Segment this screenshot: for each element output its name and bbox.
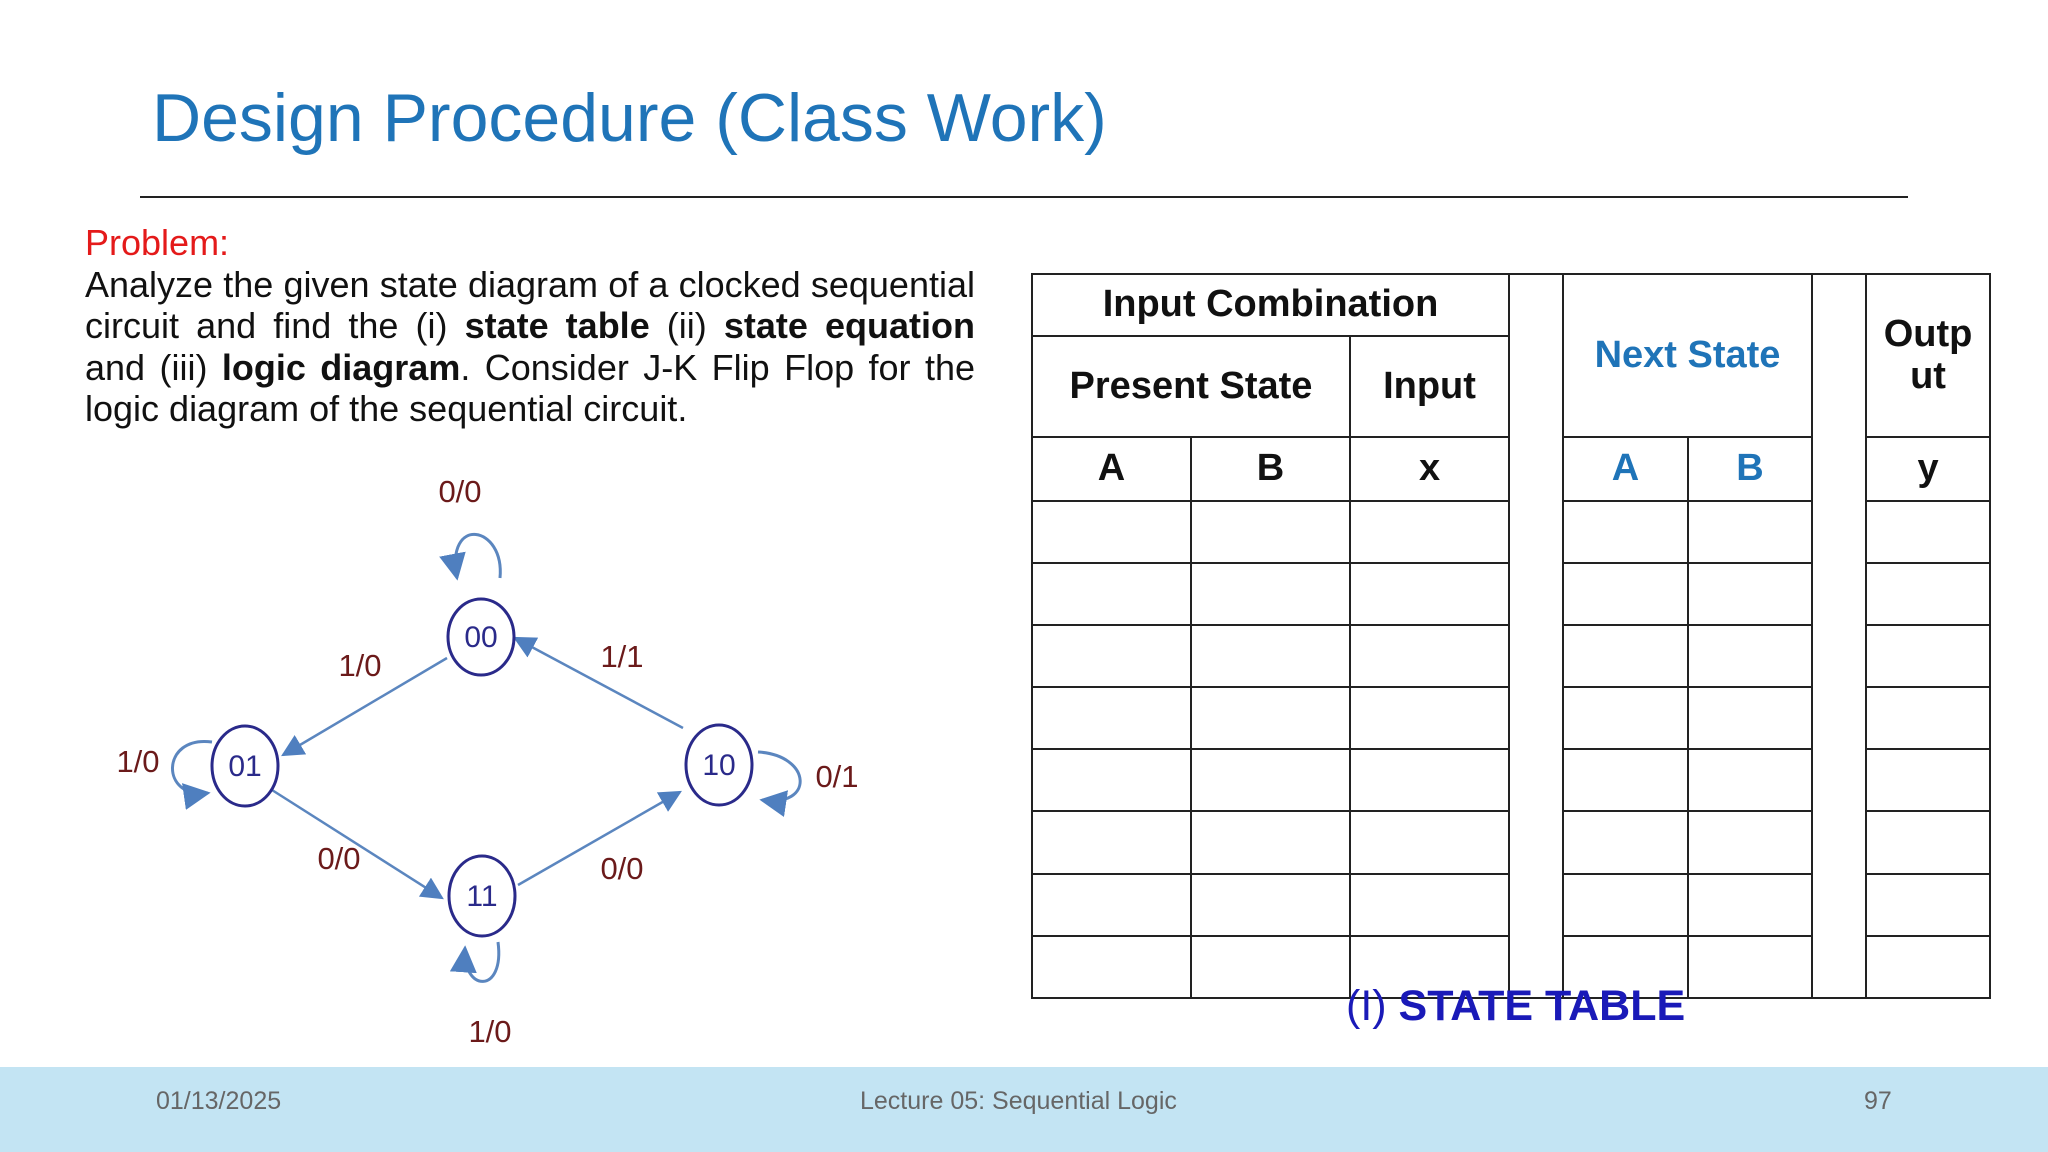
col-header-b: B [1191, 437, 1350, 500]
table-cell [1191, 625, 1350, 687]
table-cell [1563, 749, 1688, 811]
problem-bold-state-table: state table [464, 305, 650, 346]
transition-label-00-01: 1/0 [338, 648, 382, 683]
problem-text-4: . Consider J-K Flip Flop for the logic diagram of the sequential circuit. [85, 346, 975, 429]
table-cell [1350, 811, 1509, 873]
state-label-10: 10 [702, 749, 736, 782]
table-cell [1688, 687, 1812, 749]
table-cell [1866, 625, 1990, 687]
state-label-11: 11 [466, 880, 498, 913]
col-header-next-a: A [1563, 437, 1688, 500]
table-cell [1866, 936, 1990, 998]
table-cell [1350, 563, 1509, 625]
table-cell [1032, 874, 1191, 936]
problem-text-1: Analyze the given state diagram of a clocked sequential circuit and find the (i) [85, 263, 975, 346]
problem-statement [85, 264, 975, 430]
state-diagram [100, 470, 880, 1060]
edge-10-to-00 [515, 638, 683, 728]
table-cell [1191, 874, 1350, 936]
table-cell [1191, 687, 1350, 749]
transition-label-01-01: 1/0 [116, 744, 160, 779]
table-cell [1866, 874, 1990, 936]
table-cell [1032, 936, 1191, 998]
state-table [1031, 273, 1991, 999]
loop-10 [758, 752, 800, 801]
table-cell [1350, 749, 1509, 811]
header-input: Input [1350, 336, 1509, 437]
header-input-combination: Input Combination [1032, 274, 1509, 336]
header-present-state: Present State [1032, 336, 1350, 437]
problem-bold-state-equation: state equation [723, 305, 975, 346]
loop-00 [455, 534, 500, 578]
table-cell [1688, 811, 1812, 873]
transition-label-11-10: 0/0 [600, 851, 644, 886]
table-cell [1191, 936, 1350, 998]
loop-01 [172, 741, 212, 793]
table-cell [1032, 687, 1191, 749]
table-cell [1866, 563, 1990, 625]
transition-label-10-00: 1/1 [600, 639, 644, 674]
table-cell [1866, 749, 1990, 811]
table-cell [1688, 874, 1812, 936]
table-cell [1688, 749, 1812, 811]
caption-prefix: (I) [1346, 982, 1399, 1030]
problem-bold-logic-diagram: logic diagram [221, 346, 461, 388]
table-cell [1866, 687, 1990, 749]
slide-title: Design Procedure (Class Work) [152, 80, 1107, 156]
col-header-a: A [1032, 437, 1191, 500]
table-cell [1032, 749, 1191, 811]
table-cell [1350, 874, 1509, 936]
state-label-00: 00 [464, 621, 498, 654]
table-cell [1191, 749, 1350, 811]
transition-label-10-10: 0/1 [815, 759, 859, 794]
table-gap-right [1812, 274, 1866, 998]
table-cell [1563, 874, 1688, 936]
header-output: Outp ut [1866, 274, 1990, 437]
table-cell [1563, 563, 1688, 625]
table-cell [1191, 501, 1350, 563]
table-gap-left [1509, 274, 1563, 998]
problem-text-3: and (iii) [85, 346, 222, 388]
footer-page-number: 97 [1864, 1087, 1892, 1115]
table-cell [1032, 563, 1191, 625]
table-cell [1350, 625, 1509, 687]
slide-footer [0, 1067, 2048, 1152]
footer-lecture-title: Lecture 05: Sequential Logic [860, 1087, 1177, 1115]
table-cell [1563, 811, 1688, 873]
state-label-01: 01 [228, 750, 262, 783]
footer-date: 01/13/2025 [156, 1087, 282, 1115]
table-cell [1191, 811, 1350, 873]
title-divider [140, 196, 1908, 198]
table-cell [1688, 936, 1812, 998]
table-cell [1032, 811, 1191, 873]
table-cell [1866, 501, 1990, 563]
table-cell [1350, 687, 1509, 749]
table-cell [1688, 563, 1812, 625]
table-cell [1563, 501, 1688, 563]
state-table-caption [1346, 982, 1685, 1031]
problem-block [85, 222, 975, 430]
col-header-y: y [1866, 437, 1990, 500]
col-header-next-b: B [1688, 437, 1812, 500]
problem-text-2: (ii) [649, 305, 724, 346]
problem-label: Problem: [85, 222, 230, 263]
transition-label-00-00: 0/0 [438, 474, 482, 509]
table-cell [1866, 811, 1990, 873]
table-cell [1191, 563, 1350, 625]
table-cell [1032, 625, 1191, 687]
edge-11-to-10 [518, 792, 680, 885]
header-next-state: Next State [1563, 274, 1812, 437]
caption-bold: STATE TABLE [1398, 982, 1686, 1030]
table-cell [1350, 501, 1509, 563]
table-cell [1688, 501, 1812, 563]
table-cell [1688, 625, 1812, 687]
table-cell [1563, 625, 1688, 687]
col-header-x: x [1350, 437, 1509, 500]
table-cell [1032, 501, 1191, 563]
transition-label-01-11: 0/0 [317, 841, 361, 876]
loop-11 [465, 942, 499, 981]
table-cell [1563, 687, 1688, 749]
transition-label-11-11: 1/0 [468, 1014, 512, 1049]
